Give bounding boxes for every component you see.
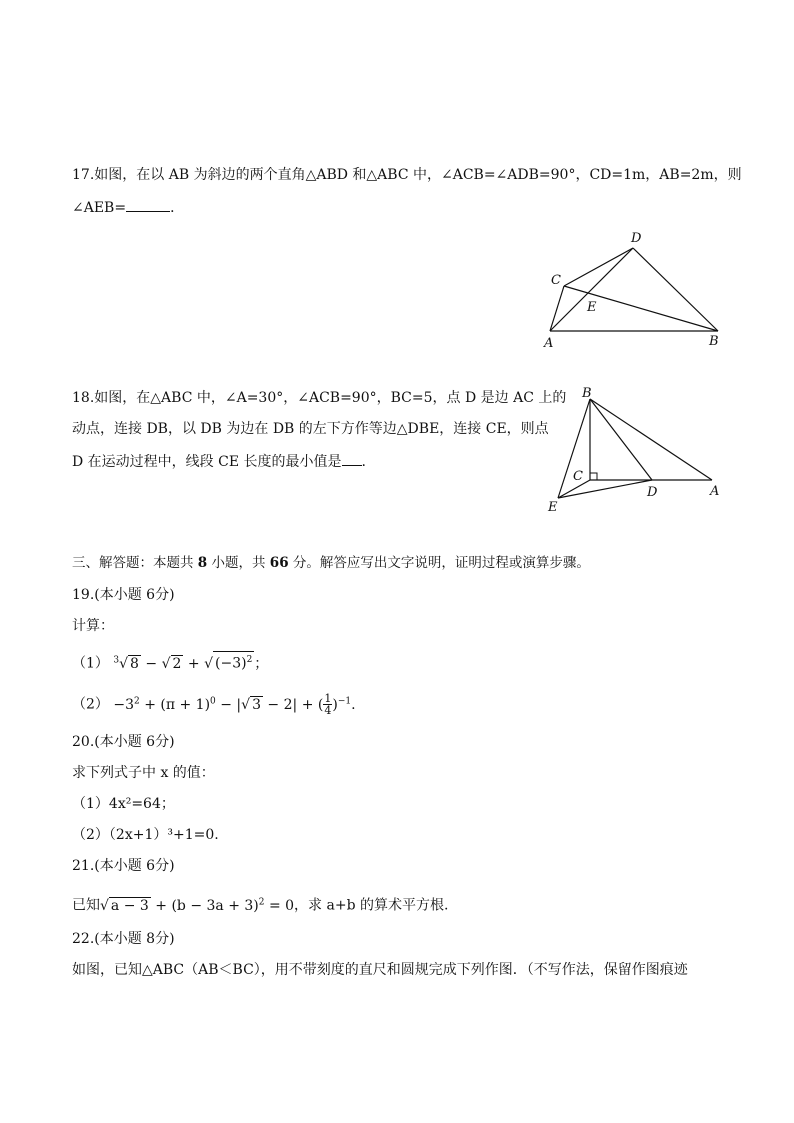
section3-title-prefix: 三、解答题：本题共 — [72, 555, 198, 571]
q21-prefix: 已知 — [72, 897, 100, 914]
q22-text: 如图，已知△ABC（AB＜BC），用不带刻度的直尺和圆规完成下列作图．（不写作法，保留作图痕迹 — [72, 962, 688, 978]
q18-segment-ba — [590, 399, 712, 480]
q18-label-b: B — [582, 386, 592, 401]
q17-label-e: E — [587, 300, 597, 315]
q19-part2-label: （2） — [72, 696, 109, 713]
q18-line2: 动点，连接 DB，以 DB 为边在 DB 的左下方作等边△DBE，连接 CE，则点 — [72, 421, 549, 437]
q18-right-angle-mark — [590, 473, 597, 480]
q17-line1: 17.如图，在以 AB 为斜边的两个直角△ABD 和△ABC 中，∠ACB=∠ADB=90°，CD=1m，AB=2m，则 — [72, 167, 742, 183]
q20-part1: （1）4x²=64； — [72, 796, 175, 812]
q21-header: 21.(本小题 6分) — [72, 858, 175, 874]
q18-label-e: E — [548, 500, 558, 515]
q18-line3-prefix: D 在运动过程中，线段 CE 长度的最小值是 — [72, 454, 342, 470]
q18-figure — [540, 385, 730, 520]
q17-segment-cd — [564, 248, 633, 286]
section3-title-mid: 小题，共 — [207, 555, 270, 571]
section3-title — [72, 553, 590, 573]
q19-part1 — [72, 650, 268, 674]
q17-label-a: A — [544, 336, 554, 351]
q22-header: 22.(本小题 8分) — [72, 931, 175, 947]
q17-label-d: D — [631, 231, 642, 246]
q19-instruction: 计算： — [72, 618, 114, 634]
q18-line3 — [72, 451, 366, 472]
q21-expression: √ $a - 3 + (b - 3a + 3)^2 = 0$ — [100, 897, 295, 914]
q17-line2-suffix: ． — [170, 200, 185, 216]
q17-label-b: B — [709, 334, 719, 349]
q20-part2: （2）（2x+1）³+1=0. — [72, 827, 219, 843]
q19-part2 — [72, 691, 356, 716]
q18-label-a: A — [710, 484, 720, 499]
q17-line2 — [72, 197, 184, 218]
q17-answer-blank — [126, 197, 170, 212]
q21-suffix: ，求 a+b 的算术平方根. — [294, 897, 449, 914]
q18-line1: 18.如图，在△ABC 中，∠A=30°，∠ACB=90°，BC=5，点 D 是边 AC 上的 — [72, 390, 567, 406]
q19-part1-label: （1） — [72, 655, 109, 672]
q18-segment-bd — [590, 399, 652, 480]
q19-part1-expression: $^3$√ 8 − √ 2 + √ $(-3)^2$ ； — [113, 656, 268, 672]
q17-figure — [535, 228, 735, 353]
q18-line3-suffix: . — [361, 454, 366, 470]
q18-answer-blank — [342, 451, 362, 466]
q18-label-c: C — [573, 469, 583, 484]
q19-part2-expression: $-3^2 + (\pi + 1)^0$ − |√ 3 − 2| + ( $\frac{1}{4}$ )$^{-1}$. — [113, 692, 356, 718]
q17-label-c: C — [551, 273, 561, 288]
q20-instruction: 求下列式子中 x 的值： — [72, 765, 215, 781]
q20-header: 20.(本小题 6分) — [72, 734, 175, 750]
section3-score: 66 — [269, 555, 289, 571]
section3-count: 8 — [197, 555, 208, 571]
q19-header: 19.(本小题 6分) — [72, 587, 175, 603]
q18-label-d: D — [647, 485, 658, 500]
section3-title-suffix: 分。解答应写出文字说明，证明过程或演算步骤。 — [288, 555, 590, 571]
q17-line2-prefix: ∠AEB= — [72, 200, 127, 216]
q21-body — [72, 892, 448, 916]
